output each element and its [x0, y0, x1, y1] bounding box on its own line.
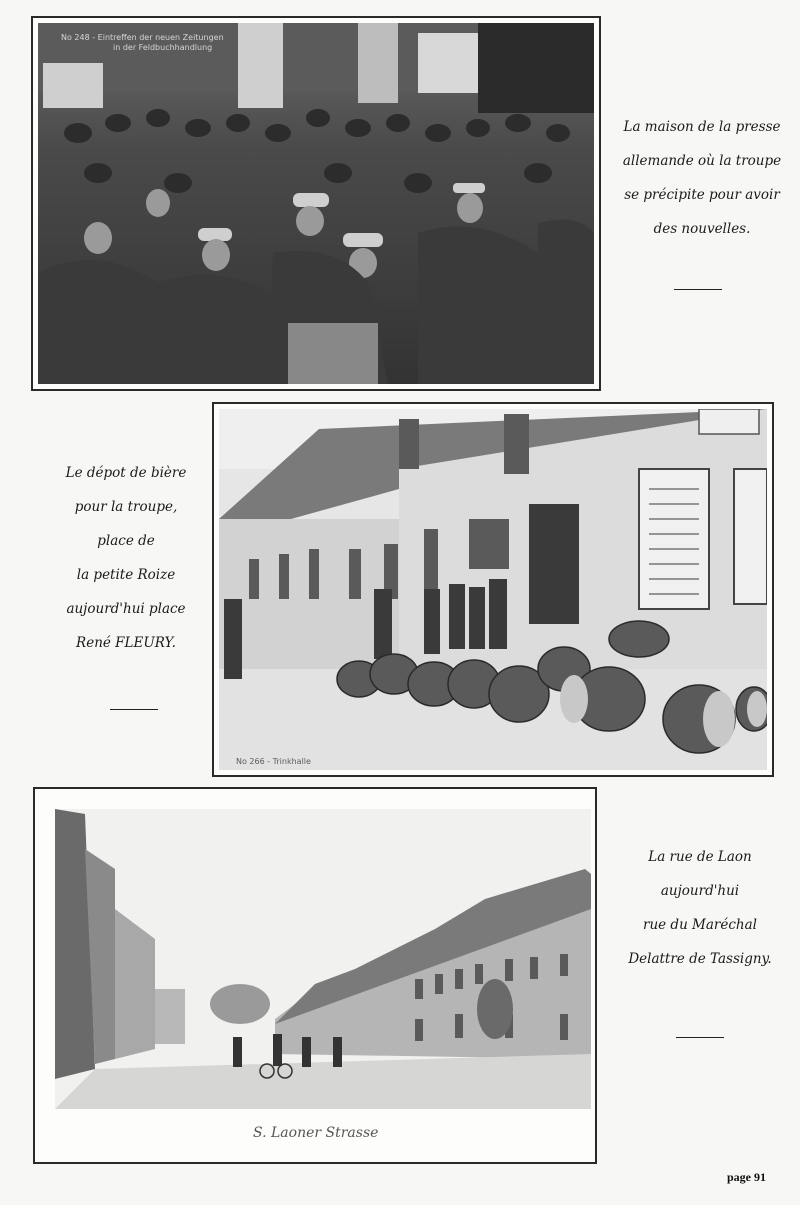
caption-line: aujourd'hui	[660, 883, 740, 899]
caption-press-house	[612, 110, 792, 246]
caption-line: La maison de la presse	[623, 119, 781, 135]
caption-line: Delattre de Tassigny.	[628, 951, 772, 967]
caption-line: se précipite pour avoir	[624, 187, 780, 203]
caption-line: René FLEURY.	[76, 635, 176, 651]
beer-depot-image	[219, 409, 767, 770]
caption-line: aujourd'hui place	[66, 601, 186, 617]
photo-frame-beer-depot	[212, 402, 774, 777]
caption-rue-de-laon	[610, 840, 790, 976]
caption-divider-press-house	[674, 289, 722, 290]
page-number: page 91	[727, 1170, 766, 1184]
crowd-photo-image	[38, 23, 594, 384]
caption-line: allemande où la troupe	[622, 153, 782, 169]
caption-line: la petite Roize	[76, 567, 176, 583]
postcard-caption-beer-depot: No 266 - Trinkhalle	[236, 757, 311, 766]
caption-line: La rue de Laon	[648, 849, 752, 865]
postcard-caption-rue-de-laon: S. Laoner Strasse	[253, 1125, 379, 1141]
caption-beer-depot	[56, 456, 196, 660]
photo-press-house	[38, 23, 594, 384]
caption-line: rue du Maréchal	[643, 917, 757, 933]
street-image	[55, 809, 591, 1109]
caption-line: Le dépot de bière	[65, 465, 187, 481]
caption-line: des nouvelles.	[653, 221, 751, 237]
postcard-caption-press-house-2: in der Feldbuchhandlung	[113, 43, 213, 52]
photo-beer-depot	[219, 409, 767, 770]
photo-frame-rue-de-laon	[33, 787, 597, 1164]
caption-line: pour la troupe,	[74, 499, 178, 515]
caption-divider-rue-de-laon	[676, 1037, 724, 1038]
caption-divider-beer-depot	[110, 709, 158, 710]
photo-rue-de-laon	[55, 809, 591, 1109]
caption-line: place de	[97, 533, 155, 549]
photo-frame-press-house	[31, 16, 601, 391]
postcard-caption-press-house-1: No 248 - Eintreffen der neuen Zeitungen	[61, 33, 224, 42]
